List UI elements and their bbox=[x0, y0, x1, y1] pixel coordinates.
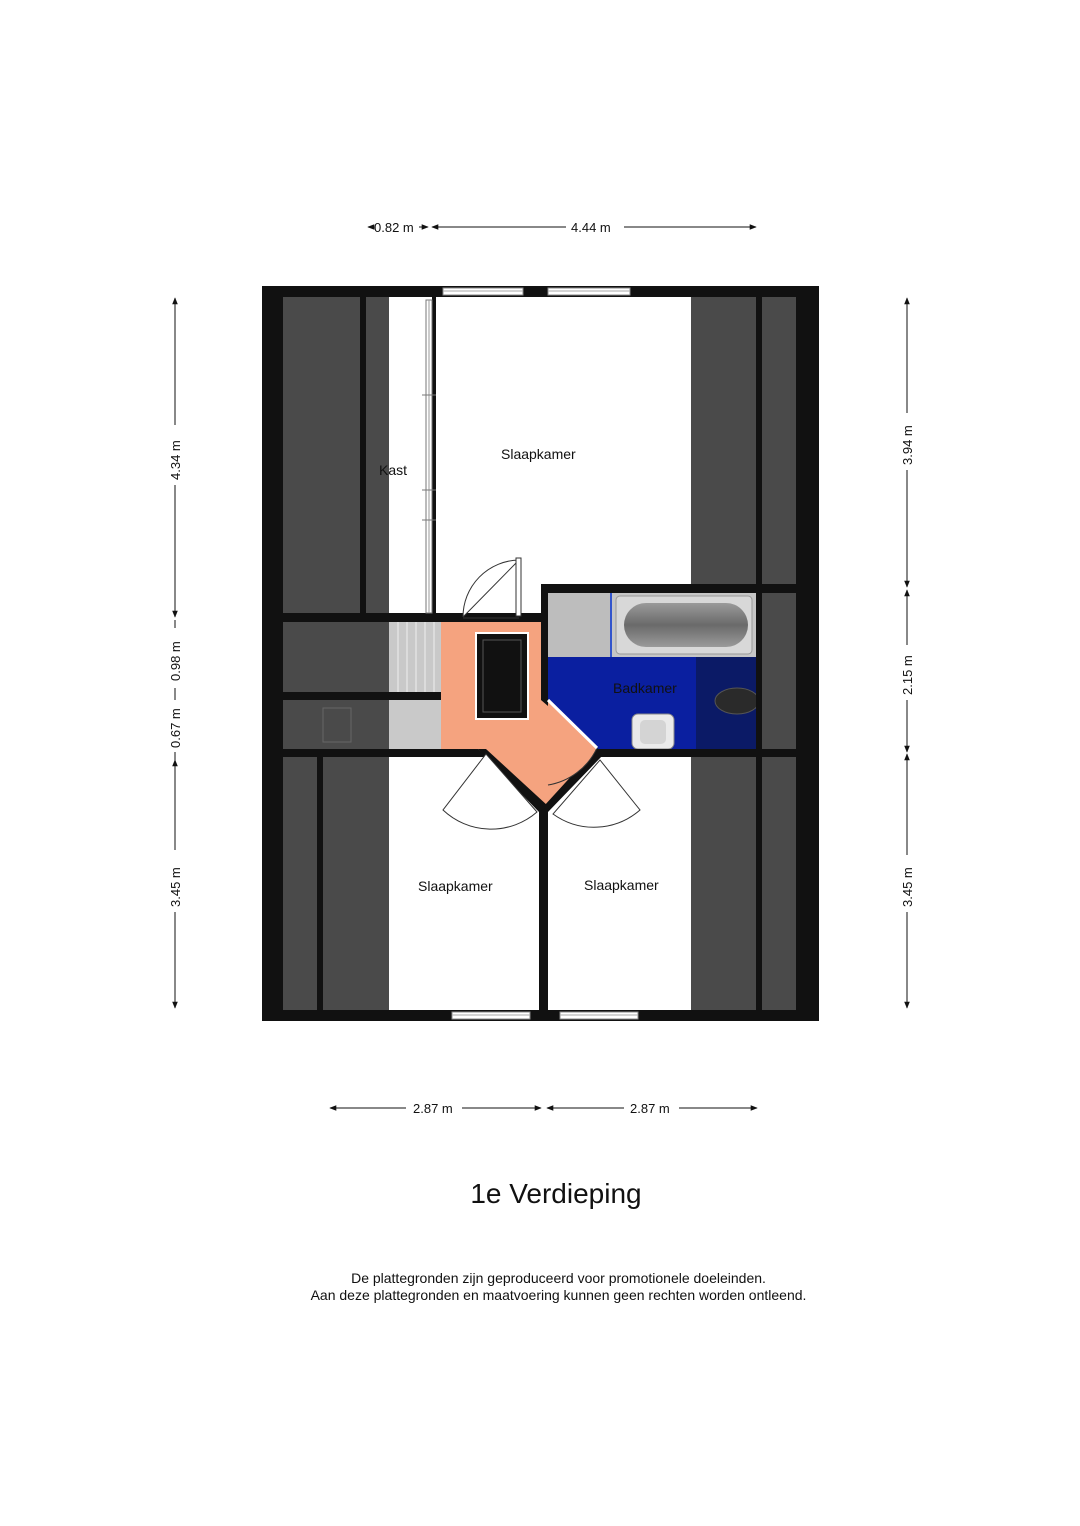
disclaimer bbox=[0, 1270, 1080, 1304]
roof-slope-left-bottom-outer bbox=[283, 757, 317, 1010]
dim-right-0: 3.94 m bbox=[900, 425, 915, 465]
disclaimer-line-1: De plattegronden zijn geproduceerd voor promotionele doeleinden. bbox=[351, 1270, 766, 1286]
bathroom-shower bbox=[548, 593, 610, 657]
label-slaapkamer-bottom-right: Slaapkamer bbox=[584, 877, 659, 893]
dim-left-0: 4.34 m bbox=[168, 440, 183, 480]
roof-slope-left-top-inner bbox=[366, 297, 389, 613]
disclaimer-line-2: Aan deze plattegronden en maatvoering kunnen geen rechten worden ontleend. bbox=[310, 1287, 807, 1303]
toilet bbox=[715, 688, 759, 714]
label-slaapkamer-top: Slaapkamer bbox=[501, 446, 576, 462]
roof-slope-left-top-outer bbox=[283, 297, 360, 613]
roof-slope-right-top-outer bbox=[762, 297, 796, 584]
roof-slope-right-mid bbox=[762, 593, 796, 749]
stairwell bbox=[283, 622, 389, 692]
dim-right-1: 2.15 m bbox=[900, 655, 915, 695]
dim-left-3: 3.45 m bbox=[168, 867, 183, 907]
dim-top-1: 4.44 m bbox=[571, 220, 611, 235]
dim-top-0: 0.82 m bbox=[374, 220, 414, 235]
bathtub-basin bbox=[624, 603, 748, 647]
roof-slope-right-top-inner bbox=[691, 297, 756, 584]
dim-left-2: 0.67 m bbox=[168, 708, 183, 748]
roof-slope-left-bottom-inner bbox=[323, 757, 389, 1010]
floor-title: 1e Verdieping bbox=[470, 1178, 642, 1209]
roof-slope-right-bottom-outer bbox=[762, 757, 796, 1010]
label-kast: Kast bbox=[379, 462, 408, 478]
roof-slope-right-bottom-inner bbox=[691, 757, 756, 1010]
dim-right-2: 3.45 m bbox=[900, 867, 915, 907]
slaapkamer-top-lower bbox=[541, 297, 691, 584]
label-slaapkamer-bottom-left: Slaapkamer bbox=[418, 878, 493, 894]
dim-bottom-1: 2.87 m bbox=[630, 1101, 670, 1116]
windows-top bbox=[389, 286, 630, 297]
dim-bottom-0: 2.87 m bbox=[413, 1101, 453, 1116]
dim-left-1: 0.98 m bbox=[168, 641, 183, 681]
label-badkamer: Badkamer bbox=[613, 680, 677, 696]
